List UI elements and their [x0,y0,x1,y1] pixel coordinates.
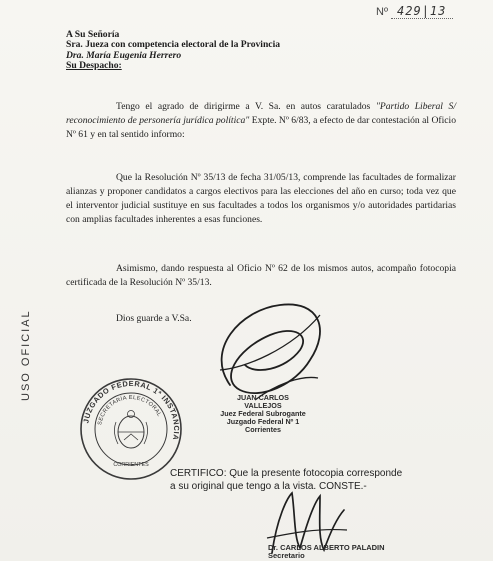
addressee-line-4: Su Despacho: [66,60,122,72]
certification-line-2: a su original que tengo a la vista. CONSTE.- [170,481,367,492]
judge-stamp [218,394,308,434]
paragraph-resolution [66,171,456,227]
folio-handwritten-number: 429|13 [391,4,453,19]
addressee-line-2: Sra. Jueza con competencia electoral de la Provincia [66,39,281,51]
seal-bottom-text: CORRIENTES [113,462,149,468]
seal-inner-text: SECRETARÍA ELECTORAL [97,394,163,426]
folio-label: Nº [376,6,388,18]
addressee-block [66,30,280,72]
secretary-stamp-name: Dr. CARLOS ALBERTO PALADIN [268,543,385,552]
paragraph-intro [66,100,456,142]
judge-stamp-court: Juzgado Federal Nº 1 [226,417,300,426]
seal-outer-text: JUZGADO FEDERAL 1ª INSTANCIA [81,378,182,442]
folio-number [376,4,453,19]
paragraph-resolution-text: Que la Resolución Nº 35/13 de fecha 31/05/13, comprende las facultades de formalizar alianzas y proponer candidatos a cargos electivos para las elecciones del año en curso; toda vez que el interventor judicial sustituye en sus facultades a todos los organismos y/o autoridades partidarias con amplias facultades inherentes a esas funciones. [66,172,456,225]
paragraph-intro-case-title: "Partido Liberal S/ reconocimiento de personería jurídica política" [66,101,456,126]
secretary-stamp-title: Secretario [268,551,305,560]
side-label: USO OFICIAL [20,309,32,401]
judge-stamp-name: JUAN CARLOS VALLEJOS [237,393,289,410]
addressee-line-1: A Su Señoría [66,29,120,40]
judge-stamp-title: Juez Federal Subrogante [220,409,306,418]
paragraph-response-text: Asimismo, dando respuesta al Oficio Nº 62 de los mismos autos, acompaño fotocopia certificada de la Resolución Nº 35/13. [66,263,456,288]
court-seal [78,376,184,482]
coat-of-arms-icon [114,411,147,449]
addressee-line-3: Dra. María Eugenia Herrero [66,49,182,61]
paragraph-response [66,262,456,290]
secretary-stamp [268,544,385,560]
certification-line-1: CERTIFICO: Que la presente fotocopia corresponde [170,468,403,479]
judge-stamp-city: Corrientes [245,425,281,434]
closing-salutation: Dios guarde a V.Sa. [116,313,192,324]
paragraph-intro-a: Tengo el agrado de dirigirme a V. Sa. en autos caratulados [116,101,376,112]
paragraph-intro-b: Expte. Nº 6/83, a efecto de dar contestación al Oficio Nº 61 y en tal sentido informo: [66,115,456,140]
